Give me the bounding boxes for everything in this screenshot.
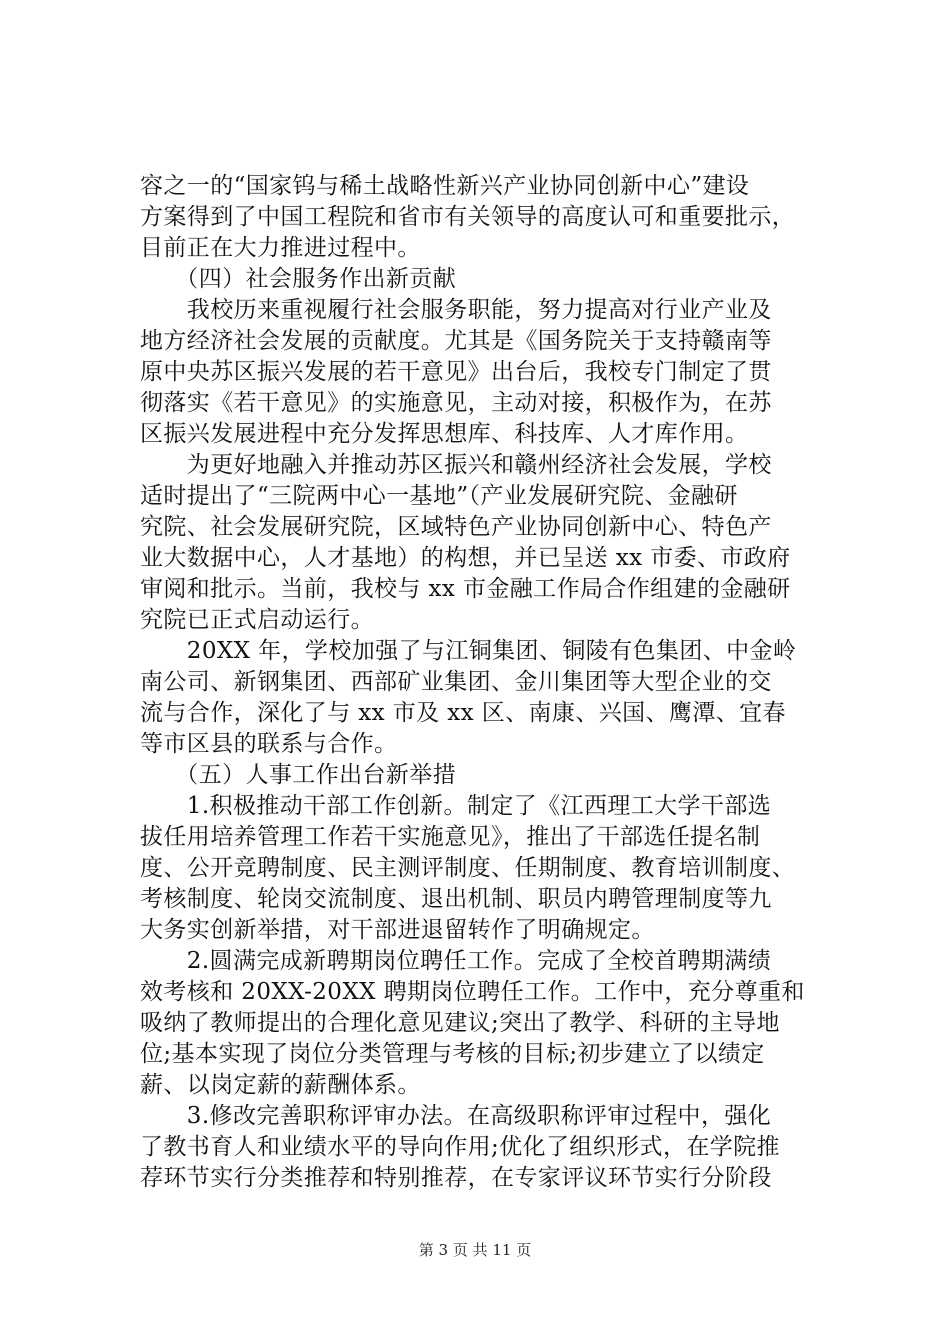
text-line: 我校历来重视履行社会服务职能，努力提高对行业产业及: [140, 297, 772, 323]
text-line: 吸纳了教师提出的合理化意见建议;突出了教学、科研的主导地: [140, 1010, 780, 1036]
text-line: 荐环节实行分类推荐和特别推荐，在专家评议环节实行分阶段: [140, 1165, 772, 1191]
text-line: 彻落实《若干意见》的实施意见，主动对接，积极作为，在苏: [140, 390, 772, 416]
text-line: 2.圆满完成新聘期岗位聘任工作。完成了全校首聘期满绩: [140, 948, 772, 974]
text-line: 大务实创新举措，对干部进退留转作了明确规定。: [140, 917, 655, 943]
text-line: 究院已正式启动运行。: [140, 607, 374, 633]
text-line: 等市区县的联系与合作。: [140, 731, 398, 757]
text-line: 1.积极推动干部工作创新。制定了《江西理工大学干部选: [140, 793, 772, 819]
section-heading: （五）人事工作出台新举措: [140, 762, 457, 788]
text-line: 究院、社会发展研究院，区域特色产业协同创新中心、特色产: [140, 514, 772, 540]
section-heading: （四）社会服务作出新贡献: [140, 266, 457, 292]
text-line: 方案得到了中国工程院和省市有关领导的高度认可和重要批示，: [140, 204, 796, 230]
text-line: 了教书育人和业绩水平的导向作用;优化了组织形式，在学院推: [140, 1134, 780, 1160]
text-line: 适时提出了“三院两中心一基地”（产业发展研究院、金融研: [140, 483, 738, 509]
text-line: 原中央苏区振兴发展的若干意见》出台后，我校专门制定了贯: [140, 359, 772, 385]
text-line: 南公司、新钢集团、西部矿业集团、金川集团等大型企业的交: [140, 669, 772, 695]
text-line: 位;基本实现了岗位分类管理与考核的目标;初步建立了以绩定: [140, 1041, 765, 1067]
text-line: 区振兴发展进程中充分发挥思想库、科技库、人才库作用。: [140, 421, 749, 447]
document-body: [140, 171, 830, 1194]
text-line: 流与合作，深化了与 xx 市及 xx 区、南康、兴国、鹰潭、宜春: [140, 700, 786, 726]
text-line: 地方经济社会发展的贡献度。尤其是《国务院关于支持赣南等: [140, 328, 772, 354]
text-line: 考核制度、轮岗交流制度、退出机制、职员内聘管理制度等九: [140, 886, 772, 912]
text-line: 拔任用培养管理工作若干实施意见》，推出了干部选任提名制: [140, 824, 761, 850]
text-line: 审阅和批示。当前，我校与 xx 市金融工作局合作组建的金融研: [140, 576, 791, 602]
page-number-footer: 第 3 页 共 11 页: [418, 1241, 532, 1259]
text-line: 为更好地融入并推动苏区振兴和赣州经济社会发展，学校: [140, 452, 772, 478]
text-line: 业大数据中心，人才基地）的构想，并已呈送 xx 市委、市政府: [140, 545, 791, 571]
text-line: 容之一的“国家钨与稀土战略性新兴产业协同创新中心”建设: [140, 173, 750, 199]
text-line: 20XX 年，学校加强了与江铜集团、铜陵有色集团、中金岭: [140, 638, 797, 664]
text-line: 效考核和 20XX-20XX 聘期岗位聘任工作。工作中，充分尊重和: [140, 979, 805, 1005]
text-line: 目前正在大力推进过程中。: [140, 235, 421, 261]
text-line: 度、公开竞聘制度、民主测评制度、任期制度、教育培训制度、: [140, 855, 796, 881]
text-line: 3.修改完善职称评审办法。在高级职称评审过程中，强化: [140, 1103, 772, 1129]
text-line: 薪、以岗定薪的薪酬体系。: [140, 1072, 421, 1098]
